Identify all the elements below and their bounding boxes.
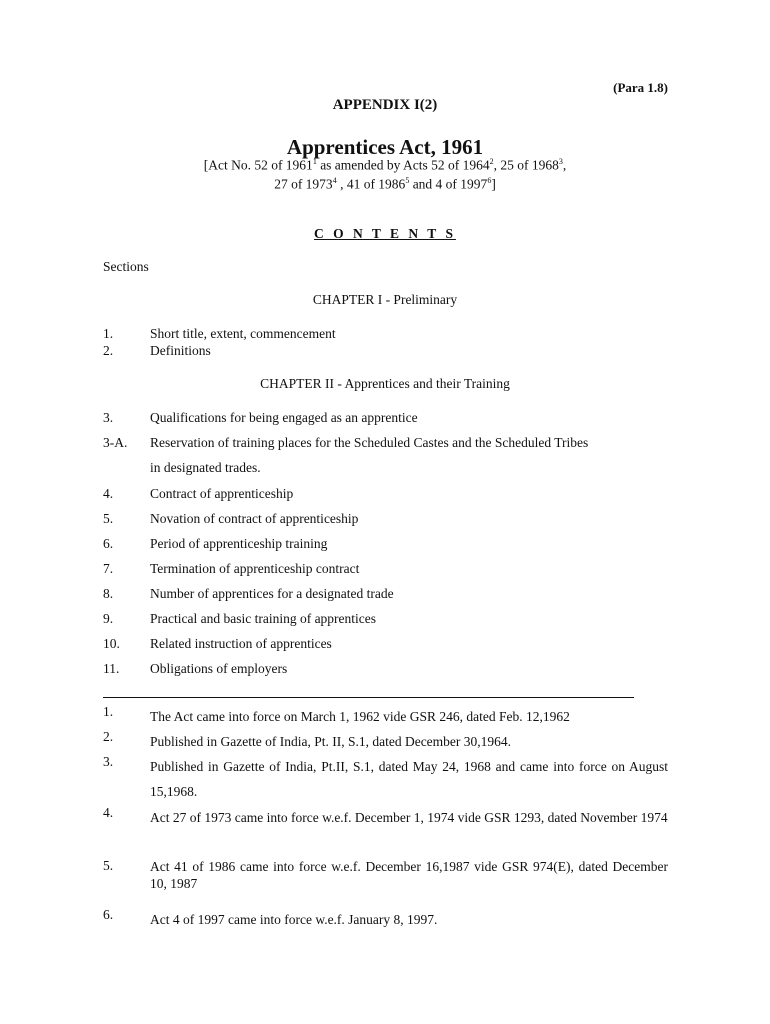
section-title: Contract of apprenticeship	[150, 486, 294, 501]
footnote-number: 4.	[103, 805, 114, 820]
footnote-number: 3.	[103, 754, 114, 769]
section-title: Qualifications for being engaged as an apprentice	[150, 410, 418, 425]
section-number: 2.	[103, 343, 114, 358]
chapter-heading: CHAPTER II - Apprentices and their Training	[260, 376, 510, 391]
amendment-text: as amended by Acts 52 of 1964	[316, 157, 490, 173]
amendment-text: , 41 of 1986	[336, 176, 406, 192]
section-number: 9.	[103, 611, 114, 626]
amendment-text: and 4 of 1997	[409, 176, 488, 192]
section-title: in designated trades.	[150, 460, 261, 475]
appendix-heading: APPENDIX I(2)	[332, 97, 438, 113]
footnote-text: Published in Gazette of India, Pt.II, S.1, dated May 24, 1968 and came into force on August 15,1968.	[150, 759, 668, 799]
amendment-line-2	[0, 176, 770, 193]
section-number: 5.	[103, 511, 114, 526]
footnote-number: 5.	[103, 858, 114, 873]
chapter-heading: CHAPTER I - Preliminary	[312, 292, 458, 307]
footnote-text: Published in Gazette of India, Pt. II, S.1, dated December 30,1964.	[150, 734, 512, 749]
contents-heading: C O N T E N T S	[314, 226, 456, 241]
footnote-marker: 2	[489, 157, 494, 166]
section-title: Related instruction of apprentices	[150, 636, 332, 651]
footnote-text: The Act came into force on March 1, 1962 vide GSR 246, dated Feb. 12,1962	[150, 709, 570, 724]
act-title: Apprentices Act, 1961	[286, 135, 484, 159]
section-number: 8.	[103, 586, 114, 601]
footnote-marker: 6	[487, 176, 492, 185]
footnote-marker: 1	[312, 157, 317, 166]
amendment-text: 27 of 1973	[274, 176, 333, 192]
section-number: 1.	[103, 326, 114, 341]
section-number: 11.	[103, 661, 120, 676]
amendment-text: ,	[562, 157, 567, 173]
section-title: Number of apprentices for a designated trade	[150, 586, 394, 601]
footnote-divider	[103, 697, 634, 698]
footnote-number: 2.	[103, 729, 114, 744]
amendment-text: ]	[491, 176, 496, 192]
section-title: Period of apprenticeship training	[150, 536, 328, 551]
sections-label: Sections	[103, 259, 149, 274]
footnote-text: Act 4 of 1997 came into force w.e.f. January 8, 1997.	[150, 912, 438, 927]
footnote-marker: 5	[405, 176, 410, 185]
section-title: Novation of contract of apprenticeship	[150, 511, 359, 526]
section-number: 4.	[103, 486, 114, 501]
section-number: 3.	[103, 410, 114, 425]
amendment-line-1	[0, 157, 770, 174]
footnote-marker: 3	[558, 157, 563, 166]
footnote-text: Act 27 of 1973 came into force w.e.f. December 1, 1974 vide GSR 1293, dated November 1974	[150, 810, 668, 825]
section-title: Termination of apprenticeship contract	[150, 561, 360, 576]
amendment-text: , 25 of 1968	[493, 157, 559, 173]
section-title: Obligations of employers	[150, 661, 288, 676]
section-title: Practical and basic training of apprentices	[150, 611, 377, 626]
para-reference: (Para 1.8)	[613, 80, 668, 95]
section-title: Reservation of training places for the Scheduled Castes and the Scheduled Tribes	[150, 435, 589, 450]
section-number: 6.	[103, 536, 114, 551]
section-number: 10.	[103, 636, 120, 651]
amendment-text: [Act No. 52 of 1961	[203, 157, 313, 173]
footnote-marker: 4	[332, 176, 337, 185]
section-title: Short title, extent, commencement	[150, 326, 336, 341]
section-number: 7.	[103, 561, 114, 576]
footnote-text: Act 41 of 1986 came into force w.e.f. December 16,1987 vide GSR 974(E), dated December 10, 1987	[150, 859, 668, 891]
footnote-number: 6.	[103, 907, 114, 922]
section-number: 3-A.	[103, 435, 128, 450]
section-title: Definitions	[150, 343, 211, 358]
footnote-number: 1.	[103, 704, 114, 719]
